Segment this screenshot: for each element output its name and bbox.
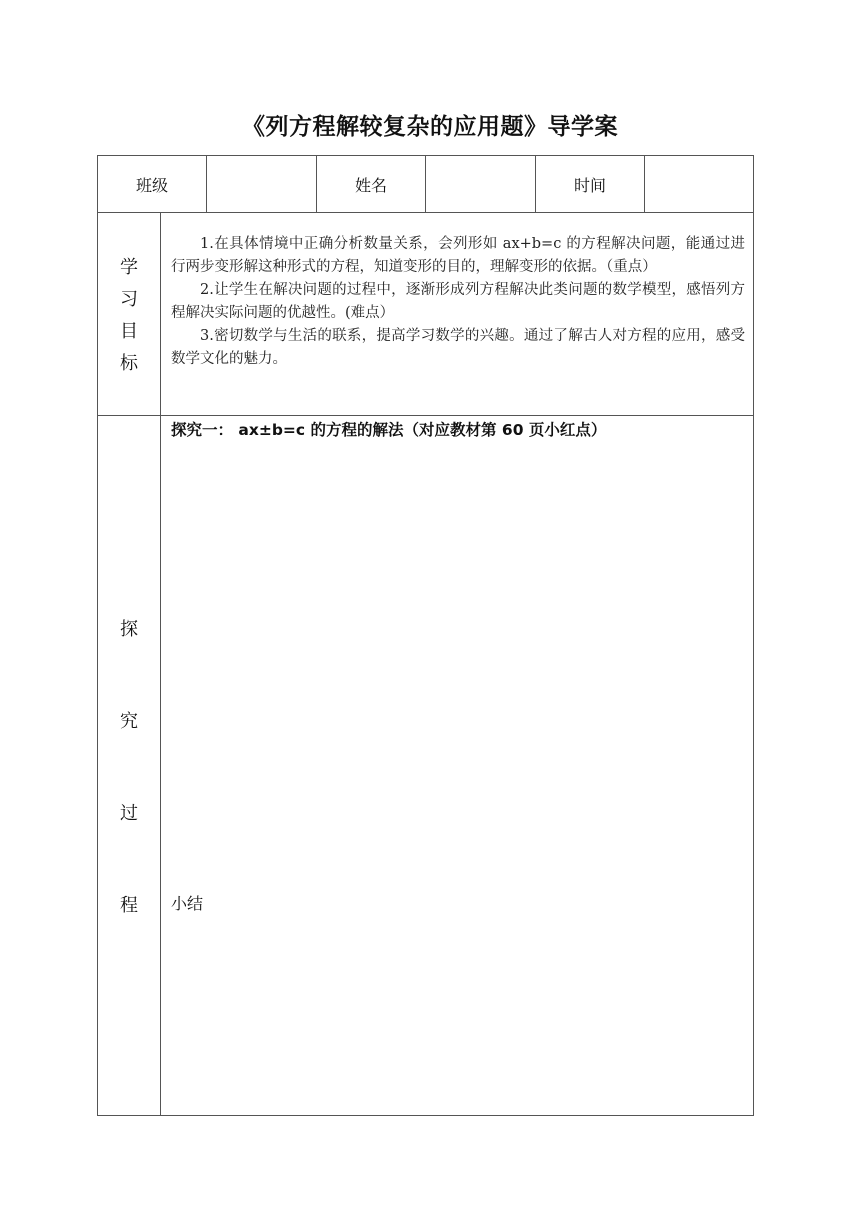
objectives-char-4: 标 [120, 353, 138, 374]
class-field[interactable] [206, 155, 317, 213]
objective-item-1: 1.在具体情境中正确分析数量关系，会列形如 ax+b=c 的方程解决问题，能通过进行两步变形解这种形式的方程，知道变形的目的，理解变形的依据。（重点） [171, 236, 745, 275]
process-char-1: 探 [120, 618, 138, 640]
name-field[interactable] [425, 155, 536, 213]
page-title: 《列方程解较复杂的应用题》导学案 [242, 114, 618, 140]
objective-item-2: 2.让学生在解决问题的过程中，逐渐形成列方程解决此类问题的数学模型，感悟列方程解决实际问题的优越性。(难点） [171, 282, 745, 321]
name-label: 姓名 [354, 175, 387, 195]
process-work-area[interactable] [160, 415, 754, 1116]
objectives-side-label [97, 212, 161, 416]
time-label: 时间 [573, 175, 606, 195]
explore-heading: 探究一： ax±b=c 的方程的解法（对应教材第 60 页小红点） [171, 421, 607, 439]
name-label-cell [316, 155, 426, 213]
objective-item-3: 3.密切数学与生活的联系，提高学习数学的兴趣。通过了解古人对方程的应用，感受数学文化的魅力。 [171, 328, 745, 367]
time-label-cell [535, 155, 645, 213]
process-char-4: 程 [120, 894, 138, 916]
class-label-cell [97, 155, 207, 213]
objectives-char-2: 习 [120, 289, 138, 310]
summary-label: 小结 [171, 894, 204, 913]
time-field[interactable] [644, 155, 754, 213]
process-char-2: 究 [120, 710, 138, 732]
class-label: 班级 [135, 175, 168, 195]
process-char-3: 过 [120, 802, 138, 824]
process-side-label [97, 415, 161, 1116]
objectives-char-3: 目 [120, 321, 138, 342]
objectives-char-1: 学 [120, 257, 138, 278]
objectives-content [160, 212, 754, 416]
